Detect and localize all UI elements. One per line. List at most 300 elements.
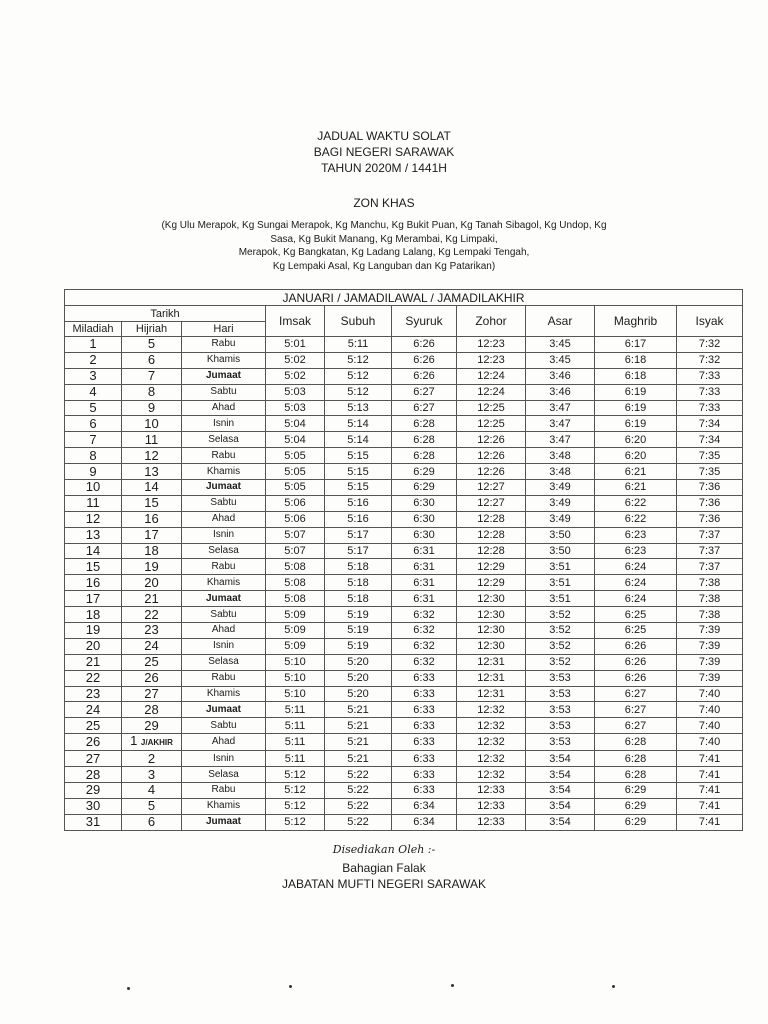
- title-line: BAGI NEGERI SARAWAK: [313, 145, 455, 159]
- imsak-cell: 5:10: [266, 654, 325, 670]
- subuh-cell: 5:19: [325, 623, 392, 639]
- hari-cell: Selasa: [182, 432, 266, 448]
- zohor-cell: 12:23: [457, 352, 526, 368]
- imsak-cell: 5:12: [266, 783, 325, 799]
- imsak-cell: 5:10: [266, 686, 325, 702]
- hijriah-cell: 29: [122, 718, 182, 734]
- syuruk-cell: 6:32: [392, 638, 457, 654]
- syuruk-cell: 6:33: [392, 702, 457, 718]
- miladiah-cell: 10: [65, 480, 122, 496]
- zohor-cell: 12:32: [457, 767, 526, 783]
- hijriah-cell: 13: [122, 464, 182, 480]
- isyak-cell: 7:40: [677, 686, 743, 702]
- zohor-header: Zohor: [457, 306, 526, 337]
- hijriah-cell: 15: [122, 495, 182, 511]
- table-row: [65, 607, 743, 623]
- syuruk-cell: 6:33: [392, 686, 457, 702]
- imsak-cell: 5:05: [266, 480, 325, 496]
- syuruk-cell: 6:31: [392, 575, 457, 591]
- table-row: [65, 670, 743, 686]
- table-row: [65, 591, 743, 607]
- zohor-cell: 12:31: [457, 654, 526, 670]
- asar-cell: 3:49: [526, 480, 595, 496]
- miladiah-cell: 3: [65, 368, 122, 384]
- maghrib-cell: 6:22: [595, 495, 677, 511]
- zohor-cell: 12:25: [457, 400, 526, 416]
- subuh-cell: 5:12: [325, 352, 392, 368]
- subuh-cell: 5:20: [325, 654, 392, 670]
- asar-cell: 3:53: [526, 702, 595, 718]
- syuruk-cell: 6:30: [392, 527, 457, 543]
- table-row: [65, 623, 743, 639]
- hari-cell: Selasa: [182, 654, 266, 670]
- asar-cell: 3:51: [526, 575, 595, 591]
- hari-cell: Khamis: [182, 575, 266, 591]
- scan-speck: [451, 984, 454, 987]
- imsak-cell: 5:07: [266, 527, 325, 543]
- imsak-cell: 5:02: [266, 352, 325, 368]
- imsak-cell: 5:06: [266, 511, 325, 527]
- zohor-cell: 12:26: [457, 448, 526, 464]
- hijriah-cell: 5: [122, 337, 182, 353]
- asar-cell: 3:52: [526, 638, 595, 654]
- imsak-header: Imsak: [266, 306, 325, 337]
- syuruk-cell: 6:33: [392, 670, 457, 686]
- asar-cell: 3:47: [526, 400, 595, 416]
- table-row: [65, 686, 743, 702]
- table-row: [65, 798, 743, 814]
- isyak-cell: 7:34: [677, 432, 743, 448]
- miladiah-cell: 30: [65, 798, 122, 814]
- syuruk-cell: 6:34: [392, 798, 457, 814]
- maghrib-cell: 6:26: [595, 638, 677, 654]
- miladiah-cell: 18: [65, 607, 122, 623]
- subuh-cell: 5:18: [325, 575, 392, 591]
- maghrib-cell: 6:27: [595, 702, 677, 718]
- hari-cell: Rabu: [182, 670, 266, 686]
- hijriah-cell: 24: [122, 638, 182, 654]
- hijriah-cell: 6: [122, 814, 182, 830]
- syuruk-cell: 6:31: [392, 559, 457, 575]
- imsak-cell: 5:08: [266, 559, 325, 575]
- table-row: [65, 416, 743, 432]
- hijriah-cell: 7: [122, 368, 182, 384]
- syuruk-cell: 6:33: [392, 751, 457, 767]
- subuh-cell: 5:14: [325, 432, 392, 448]
- maghrib-cell: 6:25: [595, 623, 677, 639]
- title-line: TAHUN 2020M / 1441H: [321, 161, 447, 175]
- isyak-cell: 7:32: [677, 352, 743, 368]
- zohor-cell: 12:33: [457, 798, 526, 814]
- table-row: [65, 638, 743, 654]
- maghrib-cell: 6:27: [595, 718, 677, 734]
- syuruk-cell: 6:26: [392, 337, 457, 353]
- zone-areas: [0, 219, 768, 273]
- maghrib-cell: 6:18: [595, 368, 677, 384]
- zohor-cell: 12:29: [457, 559, 526, 575]
- areas-line: Merapok, Kg Bangkatan, Kg Ladang Lalang, Kg Lempaki Tengah,: [238, 247, 530, 258]
- table-row: [65, 448, 743, 464]
- miladiah-cell: 9: [65, 464, 122, 480]
- isyak-cell: 7:32: [677, 337, 743, 353]
- hari-cell: Khamis: [182, 352, 266, 368]
- maghrib-cell: 6:26: [595, 654, 677, 670]
- table-row: [65, 783, 743, 799]
- imsak-cell: 5:04: [266, 416, 325, 432]
- table-row: [65, 352, 743, 368]
- miladiah-cell: 21: [65, 654, 122, 670]
- syuruk-header: Syuruk: [392, 306, 457, 337]
- hari-cell: Jumaat: [182, 814, 266, 830]
- subuh-cell: 5:12: [325, 384, 392, 400]
- subuh-cell: 5:21: [325, 718, 392, 734]
- imsak-cell: 5:08: [266, 575, 325, 591]
- hijriah-cell: 2: [122, 751, 182, 767]
- subuh-header: Subuh: [325, 306, 392, 337]
- syuruk-cell: 6:29: [392, 464, 457, 480]
- isyak-cell: 7:40: [677, 718, 743, 734]
- imsak-cell: 5:02: [266, 368, 325, 384]
- hijriah-cell: 22: [122, 607, 182, 623]
- miladiah-header: Miladiah: [65, 322, 122, 337]
- hari-cell: Ahad: [182, 400, 266, 416]
- imsak-cell: 5:05: [266, 464, 325, 480]
- isyak-cell: 7:37: [677, 543, 743, 559]
- title-line: JADUAL WAKTU SOLAT: [317, 129, 451, 143]
- imsak-cell: 5:09: [266, 607, 325, 623]
- zohor-cell: 12:28: [457, 527, 526, 543]
- hari-header: Hari: [182, 322, 266, 337]
- subuh-cell: 5:19: [325, 607, 392, 623]
- areas-line: Kg Lempaki Asal, Kg Languban dan Kg Patarikan): [272, 260, 496, 272]
- syuruk-cell: 6:33: [392, 783, 457, 799]
- maghrib-cell: 6:23: [595, 527, 677, 543]
- syuruk-cell: 6:31: [392, 543, 457, 559]
- maghrib-cell: 6:17: [595, 337, 677, 353]
- hari-cell: Khamis: [182, 464, 266, 480]
- hijriah-cell: 19: [122, 559, 182, 575]
- maghrib-cell: 6:19: [595, 400, 677, 416]
- prayer-time-rows: [65, 337, 743, 831]
- isyak-cell: 7:36: [677, 480, 743, 496]
- asar-cell: 3:52: [526, 623, 595, 639]
- table-row: [65, 543, 743, 559]
- syuruk-cell: 6:32: [392, 607, 457, 623]
- subuh-cell: 5:17: [325, 527, 392, 543]
- isyak-cell: 7:40: [677, 734, 743, 751]
- areas-line: Sasa, Kg Bukit Manang, Kg Merambai, Kg Limpaki,: [270, 233, 498, 245]
- maghrib-cell: 6:24: [595, 559, 677, 575]
- miladiah-cell: 14: [65, 543, 122, 559]
- syuruk-cell: 6:32: [392, 623, 457, 639]
- isyak-cell: 7:41: [677, 767, 743, 783]
- syuruk-cell: 6:33: [392, 734, 457, 751]
- hijriah-cell: 26: [122, 670, 182, 686]
- syuruk-cell: 6:27: [392, 400, 457, 416]
- miladiah-cell: 2: [65, 352, 122, 368]
- maghrib-cell: 6:29: [595, 814, 677, 830]
- subuh-cell: 5:14: [325, 416, 392, 432]
- maghrib-cell: 6:25: [595, 607, 677, 623]
- hijriah-cell: 6: [122, 352, 182, 368]
- subuh-cell: 5:15: [325, 480, 392, 496]
- table-row: [65, 767, 743, 783]
- subuh-cell: 5:16: [325, 495, 392, 511]
- asar-cell: 3:54: [526, 814, 595, 830]
- zohor-cell: 12:28: [457, 543, 526, 559]
- hijriah-cell: 10: [122, 416, 182, 432]
- asar-cell: 3:53: [526, 686, 595, 702]
- miladiah-cell: 19: [65, 623, 122, 639]
- hari-cell: Selasa: [182, 767, 266, 783]
- table-row: [65, 702, 743, 718]
- zohor-cell: 12:29: [457, 575, 526, 591]
- asar-cell: 3:54: [526, 751, 595, 767]
- imsak-cell: 5:09: [266, 623, 325, 639]
- subuh-cell: 5:22: [325, 814, 392, 830]
- syuruk-cell: 6:27: [392, 384, 457, 400]
- imsak-cell: 5:03: [266, 384, 325, 400]
- hari-cell: Sabtu: [182, 384, 266, 400]
- isyak-cell: 7:41: [677, 783, 743, 799]
- asar-cell: 3:47: [526, 416, 595, 432]
- miladiah-cell: 25: [65, 718, 122, 734]
- subuh-cell: 5:22: [325, 767, 392, 783]
- table-row: [65, 432, 743, 448]
- hari-cell: Sabtu: [182, 607, 266, 623]
- table-row: [65, 734, 743, 751]
- hijriah-cell: 11: [122, 432, 182, 448]
- hijriah-cell: 23: [122, 623, 182, 639]
- hijriah-cell: 16: [122, 511, 182, 527]
- hari-cell: Rabu: [182, 448, 266, 464]
- zohor-cell: 12:30: [457, 623, 526, 639]
- hari-cell: Isnin: [182, 638, 266, 654]
- subuh-cell: 5:20: [325, 686, 392, 702]
- zohor-cell: 12:27: [457, 495, 526, 511]
- division-name: Bahagian Falak: [342, 861, 426, 875]
- subuh-cell: 5:22: [325, 783, 392, 799]
- imsak-cell: 5:07: [266, 543, 325, 559]
- miladiah-cell: 1: [65, 337, 122, 353]
- month-header: JANUARI / JAMADILAWAL / JAMADILAKHIR: [65, 290, 743, 306]
- hari-cell: Isnin: [182, 751, 266, 767]
- syuruk-cell: 6:32: [392, 654, 457, 670]
- isyak-cell: 7:36: [677, 495, 743, 511]
- hari-cell: Isnin: [182, 527, 266, 543]
- maghrib-cell: 6:28: [595, 734, 677, 751]
- isyak-cell: 7:40: [677, 702, 743, 718]
- miladiah-cell: 20: [65, 638, 122, 654]
- isyak-cell: 7:39: [677, 623, 743, 639]
- asar-cell: 3:49: [526, 511, 595, 527]
- maghrib-cell: 6:20: [595, 448, 677, 464]
- isyak-cell: 7:38: [677, 575, 743, 591]
- zohor-cell: 12:28: [457, 511, 526, 527]
- subuh-cell: 5:21: [325, 702, 392, 718]
- syuruk-cell: 6:26: [392, 352, 457, 368]
- subuh-cell: 5:18: [325, 591, 392, 607]
- hijriah-cell: 28: [122, 702, 182, 718]
- zohor-cell: 12:24: [457, 384, 526, 400]
- table-row: [65, 384, 743, 400]
- zohor-cell: 12:31: [457, 670, 526, 686]
- miladiah-cell: 13: [65, 527, 122, 543]
- hari-cell: Jumaat: [182, 368, 266, 384]
- hijriah-cell: 9: [122, 400, 182, 416]
- imsak-cell: 5:06: [266, 495, 325, 511]
- document-title: [0, 128, 768, 176]
- hari-cell: Jumaat: [182, 702, 266, 718]
- hijriah-cell: 5: [122, 798, 182, 814]
- subuh-cell: 5:18: [325, 559, 392, 575]
- asar-cell: 3:53: [526, 718, 595, 734]
- isyak-cell: 7:41: [677, 814, 743, 830]
- imsak-cell: 5:11: [266, 702, 325, 718]
- hijriah-cell: 20: [122, 575, 182, 591]
- miladiah-cell: 26: [65, 734, 122, 751]
- zohor-cell: 12:33: [457, 783, 526, 799]
- hijriah-cell: 18: [122, 543, 182, 559]
- hijriah-cell: 21: [122, 591, 182, 607]
- hari-cell: Ahad: [182, 734, 266, 751]
- asar-cell: 3:49: [526, 495, 595, 511]
- miladiah-cell: 7: [65, 432, 122, 448]
- subuh-cell: 5:15: [325, 448, 392, 464]
- asar-cell: 3:54: [526, 767, 595, 783]
- syuruk-cell: 6:34: [392, 814, 457, 830]
- subuh-cell: 5:15: [325, 464, 392, 480]
- imsak-cell: 5:03: [266, 400, 325, 416]
- zohor-cell: 12:32: [457, 751, 526, 767]
- hari-cell: Jumaat: [182, 480, 266, 496]
- isyak-cell: 7:37: [677, 527, 743, 543]
- miladiah-cell: 24: [65, 702, 122, 718]
- tarikh-header: Tarikh: [65, 306, 266, 322]
- imsak-cell: 5:11: [266, 751, 325, 767]
- isyak-cell: 7:41: [677, 751, 743, 767]
- asar-cell: 3:51: [526, 559, 595, 575]
- hijriah-cell: 4: [122, 783, 182, 799]
- asar-cell: 3:51: [526, 591, 595, 607]
- subuh-cell: 5:19: [325, 638, 392, 654]
- miladiah-cell: 27: [65, 751, 122, 767]
- hijri-day: 1: [130, 733, 138, 749]
- miladiah-cell: 6: [65, 416, 122, 432]
- hijriah-cell: 14: [122, 480, 182, 496]
- imsak-cell: 5:12: [266, 814, 325, 830]
- maghrib-cell: 6:26: [595, 670, 677, 686]
- maghrib-cell: 6:24: [595, 575, 677, 591]
- hijriah-cell: 25: [122, 654, 182, 670]
- miladiah-cell: 17: [65, 591, 122, 607]
- miladiah-cell: 4: [65, 384, 122, 400]
- maghrib-cell: 6:24: [595, 591, 677, 607]
- zohor-cell: 12:30: [457, 638, 526, 654]
- isyak-cell: 7:38: [677, 591, 743, 607]
- isyak-cell: 7:33: [677, 400, 743, 416]
- syuruk-cell: 6:29: [392, 480, 457, 496]
- asar-cell: 3:47: [526, 432, 595, 448]
- syuruk-cell: 6:33: [392, 767, 457, 783]
- prepared-by-label: Disediakan Oleh :-: [332, 843, 436, 856]
- hijriah-cell: 3: [122, 767, 182, 783]
- hari-cell: Rabu: [182, 783, 266, 799]
- maghrib-cell: 6:19: [595, 384, 677, 400]
- asar-cell: 3:45: [526, 337, 595, 353]
- hari-cell: Sabtu: [182, 495, 266, 511]
- syuruk-cell: 6:30: [392, 511, 457, 527]
- hijriah-cell: 27: [122, 686, 182, 702]
- asar-header: Asar: [526, 306, 595, 337]
- maghrib-cell: 6:29: [595, 798, 677, 814]
- maghrib-cell: 6:28: [595, 751, 677, 767]
- scan-speck: [289, 985, 292, 988]
- hari-cell: Ahad: [182, 511, 266, 527]
- table-row: [65, 718, 743, 734]
- miladiah-cell: 28: [65, 767, 122, 783]
- zohor-cell: 12:23: [457, 337, 526, 353]
- asar-cell: 3:50: [526, 527, 595, 543]
- imsak-cell: 5:08: [266, 591, 325, 607]
- zone-label: ZON KHAS: [353, 196, 415, 210]
- maghrib-cell: 6:19: [595, 416, 677, 432]
- asar-cell: 3:46: [526, 368, 595, 384]
- asar-cell: 3:48: [526, 464, 595, 480]
- isyak-header: Isyak: [677, 306, 743, 337]
- maghrib-cell: 6:21: [595, 480, 677, 496]
- isyak-cell: 7:39: [677, 670, 743, 686]
- zohor-cell: 12:31: [457, 686, 526, 702]
- miladiah-cell: 5: [65, 400, 122, 416]
- areas-line: (Kg Ulu Merapok, Kg Sungai Merapok, Kg Manchu, Kg Bukit Puan, Kg Tanah Sibagol, Kg Undop, Kg: [161, 220, 607, 231]
- asar-cell: 3:52: [526, 607, 595, 623]
- hijriah-cell: 17: [122, 527, 182, 543]
- hari-cell: Khamis: [182, 798, 266, 814]
- isyak-cell: 7:35: [677, 448, 743, 464]
- maghrib-cell: 6:23: [595, 543, 677, 559]
- subuh-cell: 5:13: [325, 400, 392, 416]
- asar-cell: 3:54: [526, 783, 595, 799]
- table-row: [65, 527, 743, 543]
- table-row: [65, 337, 743, 353]
- hari-cell: Rabu: [182, 337, 266, 353]
- isyak-cell: 7:39: [677, 654, 743, 670]
- subuh-cell: 5:11: [325, 337, 392, 353]
- subuh-cell: 5:22: [325, 798, 392, 814]
- table-row: [65, 511, 743, 527]
- miladiah-cell: 16: [65, 575, 122, 591]
- hari-cell: Ahad: [182, 623, 266, 639]
- imsak-cell: 5:12: [266, 798, 325, 814]
- table-row: [65, 368, 743, 384]
- imsak-cell: 5:01: [266, 337, 325, 353]
- hari-cell: Rabu: [182, 559, 266, 575]
- maghrib-cell: 6:27: [595, 686, 677, 702]
- asar-cell: 3:52: [526, 654, 595, 670]
- table-row: [65, 575, 743, 591]
- hijriah-header: Hijriah: [122, 322, 182, 337]
- isyak-cell: 7:33: [677, 368, 743, 384]
- table-row: [65, 400, 743, 416]
- zohor-cell: 12:30: [457, 591, 526, 607]
- hari-cell: Khamis: [182, 686, 266, 702]
- subuh-cell: 5:12: [325, 368, 392, 384]
- isyak-cell: 7:33: [677, 384, 743, 400]
- asar-cell: 3:50: [526, 543, 595, 559]
- maghrib-cell: 6:18: [595, 352, 677, 368]
- zohor-cell: 12:30: [457, 607, 526, 623]
